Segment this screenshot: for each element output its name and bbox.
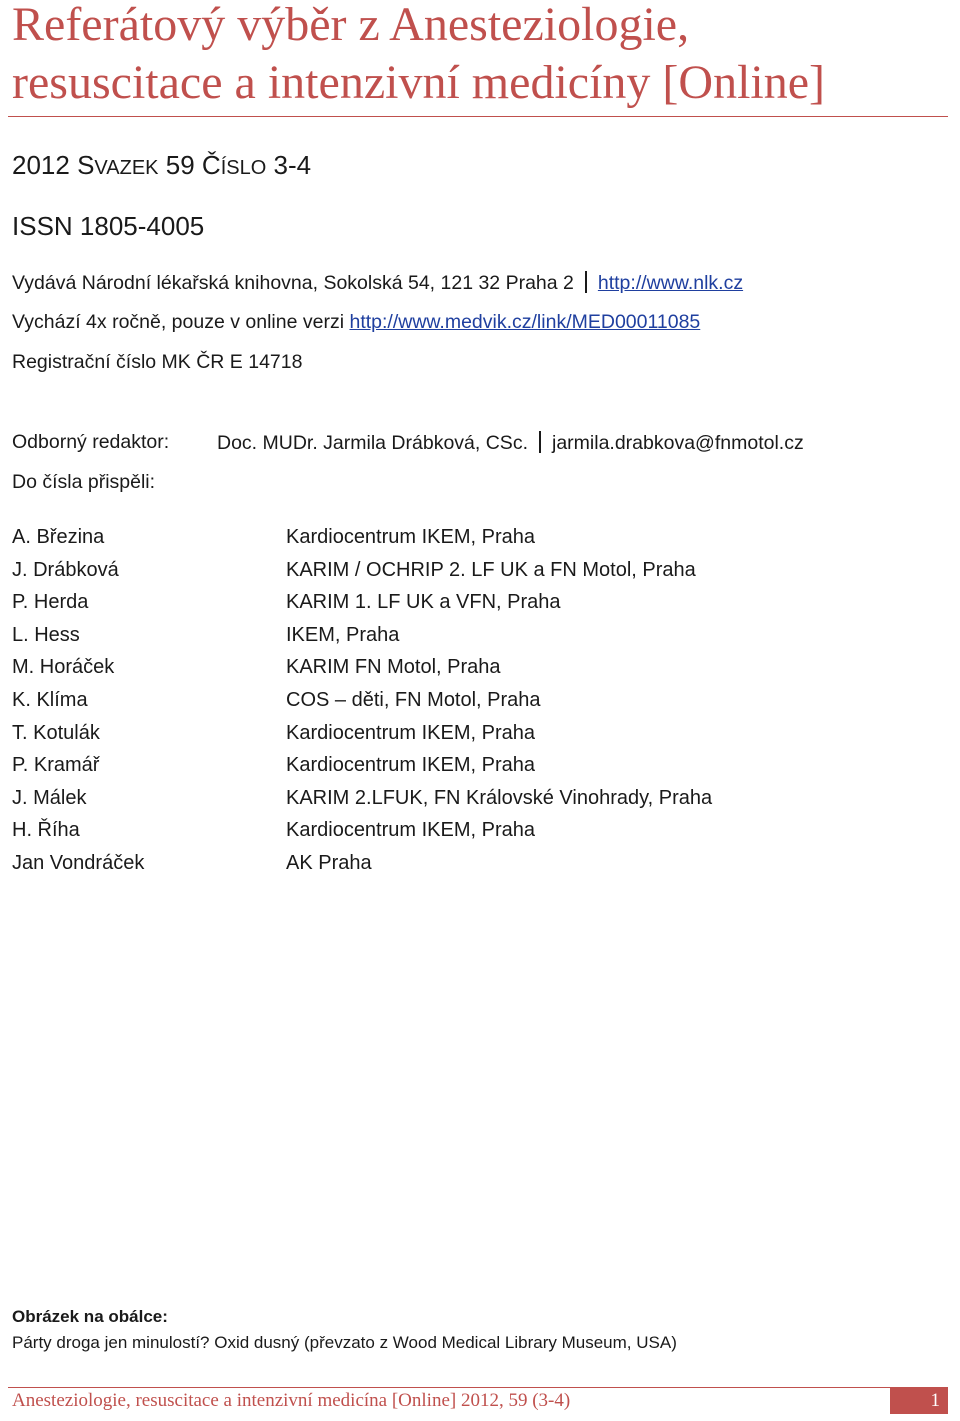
contributor-affiliation: KARIM / OCHRIP 2. LF UK a FN Motol, Praha (286, 558, 696, 581)
number-label: ČÍSLO (201, 150, 267, 180)
page-title (12, 0, 942, 112)
title-line-1: Referátový výběr z Anesteziologie, (12, 0, 690, 51)
cover-label: Obrázek na obálce: (12, 1307, 168, 1326)
issn: ISSN 1805-4005 (12, 211, 205, 241)
publisher-link[interactable]: http://www.nlk.cz (597, 272, 744, 294)
contributor-name: A. Březina (12, 526, 105, 548)
contributor-name: J. Drábková (12, 558, 119, 581)
frequency-text: Vychází 4x ročně, pouze v online verzi (12, 311, 345, 333)
contributors-list (12, 521, 912, 880)
contributor-name: K. Klíma (12, 688, 88, 711)
footer-divider (8, 1387, 948, 1388)
list-item (12, 847, 912, 880)
separator (539, 431, 541, 453)
contributor-affiliation: Kardiocentrum IKEM, Praha (286, 754, 535, 777)
contributor-name: P. Kramář (12, 754, 100, 777)
publisher-line (12, 271, 743, 295)
contributor-name: H. Říha (12, 819, 80, 842)
contributor-affiliation: Kardiocentrum IKEM, Praha (286, 819, 535, 842)
contributor-name: M. Horáček (12, 656, 115, 679)
editor-name: Doc. MUDr. Jarmila Drábková, CSc. (217, 432, 528, 454)
registration-number: Registrační číslo MK ČR E 14718 (12, 351, 303, 373)
list-item (12, 749, 912, 782)
list-item (12, 814, 912, 847)
cover-description: Párty droga jen minulostí? Oxid dusný (převzato z Wood Medical Library Museum, USA) (12, 1333, 677, 1352)
separator (585, 271, 587, 293)
list-item (12, 586, 912, 619)
contributor-name: J. Málek (12, 786, 87, 809)
editor-email: jarmila.drabkova@fnmotol.cz (551, 432, 804, 454)
contributor-affiliation: Kardiocentrum IKEM, Praha (286, 526, 535, 548)
list-item (12, 782, 912, 815)
contributor-name: P. Herda (12, 591, 89, 614)
volume-number: 59 (165, 150, 195, 180)
contributor-affiliation: Kardiocentrum IKEM, Praha (286, 721, 535, 744)
title-divider (8, 116, 948, 117)
frequency-line (12, 311, 700, 334)
list-item (12, 651, 912, 684)
editor-label: Odborný redaktor: (12, 431, 170, 453)
title-line-2: resuscitace a intenzivní medicíny [Online] (12, 56, 826, 109)
publisher-text: Vydává Národní lékařská knihovna, Sokolská 54, 121 32 Praha 2 (12, 272, 574, 294)
contributor-name: L. Hess (12, 623, 80, 646)
contributor-affiliation: IKEM, Praha (286, 623, 400, 646)
list-item (12, 619, 912, 652)
contributor-name: T. Kotulák (12, 721, 100, 744)
contributor-name: Jan Vondráček (12, 851, 145, 874)
contributor-affiliation: AK Praha (286, 851, 372, 874)
list-item (12, 521, 912, 554)
list-item (12, 554, 912, 587)
contributors-label: Do čísla přispěli: (12, 471, 156, 493)
issue-line (12, 150, 311, 181)
issue-year: 2012 (12, 150, 70, 180)
contributor-affiliation: KARIM 2.LFUK, FN Královské Vinohrady, Praha (286, 786, 713, 809)
footer-citation: Anesteziologie, resuscitace a intenzivní medicína [Online] 2012, 59 (3-4) (12, 1390, 571, 1411)
issue-number: 3-4 (273, 150, 312, 180)
contributor-affiliation: KARIM 1. LF UK a VFN, Praha (286, 591, 561, 614)
contributor-affiliation: COS – děti, FN Motol, Praha (286, 688, 541, 711)
editor-info (217, 431, 804, 455)
list-item (12, 684, 912, 717)
page-number: 1 (890, 1388, 948, 1414)
volume-label: SVAZEK (77, 150, 159, 180)
medvik-link[interactable]: http://www.medvik.cz/link/MED00011085 (349, 311, 701, 333)
contributor-affiliation: KARIM FN Motol, Praha (286, 656, 501, 679)
list-item (12, 717, 912, 750)
